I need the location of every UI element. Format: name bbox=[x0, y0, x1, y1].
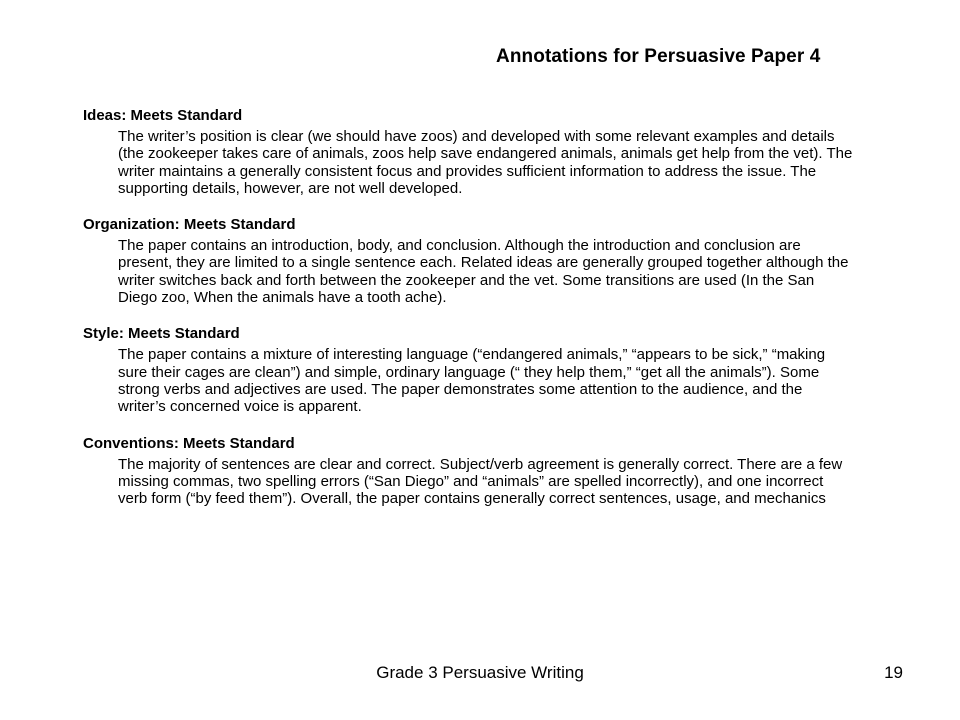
section-conventions bbox=[83, 435, 853, 508]
section-heading-organization: Organization: Meets Standard bbox=[83, 216, 296, 234]
section-heading-ideas: Ideas: Meets Standard bbox=[83, 107, 243, 124]
section-style bbox=[83, 325, 853, 415]
section-body-conventions: The majority of sentences are clear and correct. Subject/verb agreement is generally correct. There are a few missing commas, two spelling errors (“San Diego” and “animals” are spelled incorrectly), and one incorrect verb form (“by feed them”). Overall, the paper contains generally correct sentences, usage, and mechanics bbox=[118, 455, 843, 508]
page-number: 19 bbox=[884, 663, 903, 682]
section-organization bbox=[83, 216, 853, 306]
footer-title: Grade 3 Persuasive Writing bbox=[376, 663, 584, 682]
slide-title: Annotations for Persuasive Paper 4 bbox=[496, 46, 821, 67]
section-ideas bbox=[83, 107, 853, 197]
section-body-style: The paper contains a mixture of interesting language (“endangered animals,” “appears to be sick,” “making sure their cages are clean”) and simple, ordinary language (“ they help them,” “get all the animals”). Some strong verbs and adjectives are used. The paper demonstrates some attention to the audience, and the writer’s concerned voice is apparent. bbox=[118, 346, 826, 416]
section-body-ideas: The writer’s position is clear (we should have zoos) and developed with some relevant examples and details (the zookeeper takes care of animals, zoos help save endangered animals, animals get help from the vet). The writer maintains a generally consistent focus and provides sufficient information to address the issue. The supporting details, however, are not well developed. bbox=[118, 128, 853, 197]
section-body-organization: The paper contains an introduction, body, and conclusion. Although the introduction and conclusion are present, they are limited to a single sentence each. Related ideas are generally grouped together although the writer switches back and forth between the zookeeper and the vet. Some transitions are used (In the San Diego zoo, When the animals have a tooth ache). bbox=[118, 237, 849, 307]
section-heading-conventions: Conventions: Meets Standard bbox=[83, 434, 295, 452]
annotation-sections bbox=[83, 107, 853, 526]
section-heading-style: Style: Meets Standard bbox=[83, 325, 240, 343]
